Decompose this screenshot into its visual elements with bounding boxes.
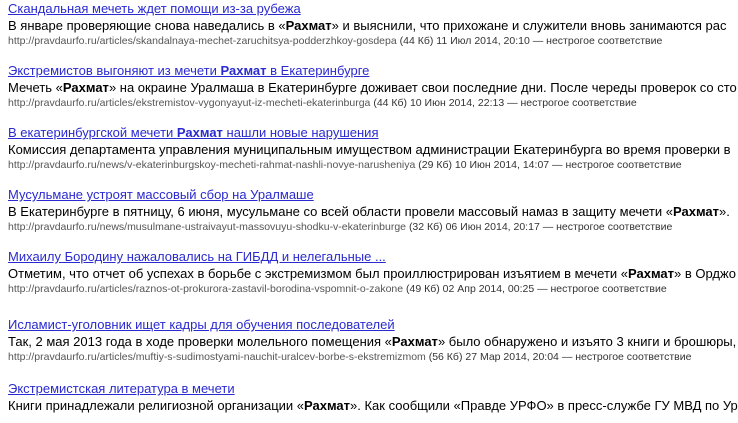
title-text: Мусульмане устроят массовый сбор на Уралмаше <box>8 187 314 202</box>
result-url-link[interactable]: http://pravdaurfo.ru/articles/skandalnaya-mechet-zaruchitsya-podderzhkoy-gosdepa <box>8 35 397 47</box>
snippet-highlight: Рахмат <box>304 398 351 413</box>
snippet-highlight: Рахмат <box>62 80 109 95</box>
result-match-type: — нестрогое соответствие <box>561 351 692 363</box>
search-result <box>8 316 737 365</box>
result-url-link[interactable]: http://pravdaurfo.ru/articles/raznos-ot-prokurora-zastavil-borodina-vspomnit-o-zakone <box>8 283 404 295</box>
title-text: Михаилу Бородину нажаловались на ГИБДД и нелегальные ... <box>8 249 386 264</box>
result-snippet <box>8 141 731 158</box>
result-meta-line <box>8 220 673 235</box>
result-snippet <box>8 397 738 414</box>
result-url-link[interactable]: http://pravdaurfo.ru/articles/muftiy-s-sudimostyami-nauchit-uralcev-borbe-s-ekstremizmom <box>8 351 426 363</box>
search-result <box>8 186 730 235</box>
result-size-date: (56 Кб) 27 Мар 2014, 20:04 <box>428 351 559 363</box>
result-match-type: — нестрогое соответствие <box>542 221 673 233</box>
result-match-type: — нестрогое соответствие <box>552 159 682 171</box>
snippet-text: Так, 2 мая 2013 года в ходе проверки молельного помещения « <box>8 334 392 349</box>
result-url-link[interactable]: http://pravdaurfo.ru/news/musulmane-ustraivayut-massovuyu-shodku-v-ekaterinburge <box>8 221 407 233</box>
snippet-text: В январе проверяющие снова наведались в « <box>8 18 286 33</box>
snippet-highlight: Рахмат <box>673 204 720 219</box>
snippet-text: Книги принадлежали религиозной организации « <box>8 398 305 413</box>
result-size-date: (44 Кб) 10 Июн 2014, 22:13 <box>373 97 505 109</box>
title-text: Экстремистов выгоняют из мечети <box>8 63 221 78</box>
title-text: нашли новые нарушения <box>222 125 379 140</box>
snippet-text: » было обнаружено и изъято 3 книги и брошюры, <box>437 334 737 349</box>
result-title-link[interactable] <box>8 316 620 333</box>
title-text: В екатеринбургской мечети <box>8 125 177 140</box>
snippet-text: Мечеть « <box>8 80 63 95</box>
result-size-date: (32 Кб) 06 Июн 2014, 20:17 <box>408 221 540 233</box>
snippet-highlight: Рахмат <box>391 334 438 349</box>
result-snippet <box>8 265 736 282</box>
result-title-link[interactable] <box>8 0 620 17</box>
snippet-text: ». <box>719 204 730 219</box>
title-text: в Екатеринбурге <box>266 63 370 78</box>
snippet-text: » в Орджо <box>674 266 736 281</box>
result-title-link[interactable] <box>8 186 620 203</box>
result-match-type: — нестрогое соответствие <box>532 35 663 47</box>
search-result <box>8 380 738 414</box>
search-result <box>8 124 731 173</box>
result-meta-line <box>8 350 692 365</box>
result-snippet <box>8 17 727 34</box>
result-size-date: (44 Кб) 11 Июл 2014, 20:10 <box>399 35 530 47</box>
snippet-highlight: Рахмат <box>628 266 675 281</box>
title-highlight: Рахмат <box>220 63 267 78</box>
result-meta-line <box>8 96 637 111</box>
search-result <box>8 0 727 49</box>
result-snippet <box>8 79 737 96</box>
result-size-date: (29 Кб) 10 Июн 2014, 14:07 <box>418 159 550 171</box>
result-meta-line <box>8 34 663 49</box>
result-title-link[interactable] <box>8 248 620 265</box>
title-highlight: Рахмат <box>176 125 223 140</box>
result-snippet <box>8 333 737 350</box>
result-snippet <box>8 203 730 220</box>
title-text: Исламист-уголовник ищет кадры для обучения последователей <box>8 317 395 332</box>
snippet-highlight: Рахмат <box>285 18 332 33</box>
result-size-date: (49 Кб) 02 Апр 2014, 00:25 <box>406 283 535 295</box>
result-title-link[interactable] <box>8 380 620 397</box>
snippet-text: Комиссия департамента управления муниципальным имуществом администрации Екатеринбурга во время проверки в <box>8 142 731 157</box>
search-result <box>8 248 736 297</box>
result-title-link[interactable] <box>8 62 620 79</box>
snippet-text: » и выяснили, что прихожане и служители вновь занимаются рас <box>331 18 727 33</box>
title-text: Экстремистская литература в мечети <box>8 381 235 396</box>
result-url-link[interactable]: http://pravdaurfo.ru/news/v-ekaterinburgskoy-mecheti-rahmat-nashli-novye-narusheniya <box>8 159 416 171</box>
snippet-text: Отметим, что отчет об успехах в борьбе с экстремизмом был проиллюстрирован изъятием в мечети « <box>8 266 629 281</box>
result-meta-line <box>8 158 682 173</box>
result-url-link[interactable]: http://pravdaurfo.ru/articles/ekstremistov-vygonyayut-iz-mecheti-ekaterinburga <box>8 97 371 109</box>
title-text: Скандальная мечеть ждет помощи из-за рубежа <box>8 1 301 16</box>
result-match-type: — нестрогое соответствие <box>537 283 667 295</box>
result-meta-line <box>8 282 667 297</box>
snippet-text: » на окраине Уралмаша в Екатеринбурге доживает свои последние дни. После череды проверок со сто <box>108 80 737 95</box>
result-title-link[interactable] <box>8 124 620 141</box>
snippet-text: ». Как сообщили «Правде УРФО» в пресс-службе ГУ МВД по Ур <box>350 398 738 413</box>
search-result <box>8 62 737 111</box>
result-match-type: — нестрогое соответствие <box>507 97 637 109</box>
snippet-text: В Екатеринбурге в пятницу, 6 июня, мусульмане со всей области провели массовый намаз в защиту мечети « <box>8 204 673 219</box>
